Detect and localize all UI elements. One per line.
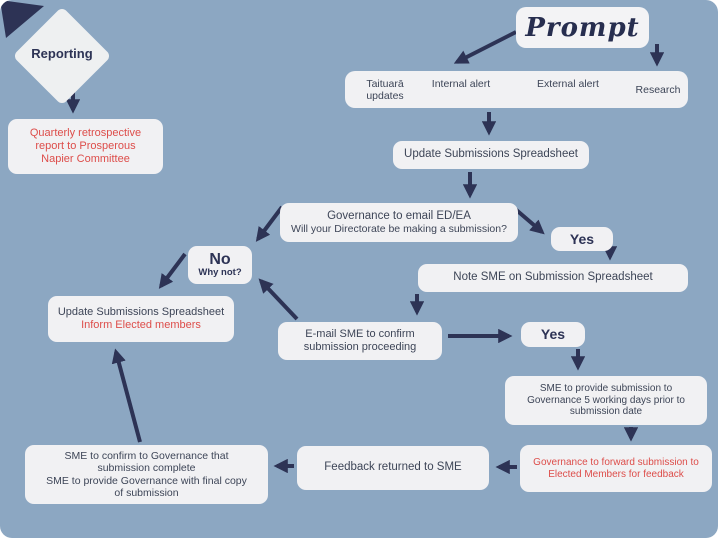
box-email-sme: E-mail SME to confirm submission proceeding: [278, 322, 442, 360]
box-note-sme: Note SME on Submission Spreadsheet: [418, 264, 688, 292]
arrow-governance-to-no: [258, 207, 282, 239]
source-internal-alert: Internal alert: [431, 78, 491, 90]
prompt-logo-badge: [516, 7, 649, 48]
reporting-diamond-label: Reporting: [31, 46, 93, 61]
arrow-prompt-to-sources: [457, 32, 516, 62]
box-sme-confirm: SME to confirm to Governance that submission complete SME to provide Governance with final copy of submission: [25, 445, 268, 504]
quarterly-line-2: report to Prosperous: [35, 140, 136, 153]
box-yes-2: Yes: [521, 322, 585, 347]
arrow-smeconfirm-to-updateinform: [116, 352, 140, 442]
source-external-alert: External alert: [537, 78, 599, 90]
box-quarterly-report: [8, 119, 163, 174]
source-taituara-updates: Taituarā updates: [366, 78, 404, 102]
arrow-no-to-updateinform: [161, 254, 185, 286]
quarterly-line-1: Quarterly retrospective: [29, 127, 142, 140]
box-feedback-returned: Feedback returned to SME: [297, 446, 489, 490]
quarterly-line-3: Napier Committee: [41, 152, 130, 165]
box-sme-provide: SME to provide submission to Governance 5 working days prior to submission date: [505, 376, 707, 425]
prompt-logo-text: Prompt: [525, 12, 640, 43]
box-governance-forward: Governance to forward submission to Elected Members for feedback: [520, 445, 712, 492]
box-yes-1: Yes: [551, 227, 613, 251]
box-update-spreadsheet: Update Submissions Spreadsheet: [393, 141, 589, 169]
arrow-emailsme-to-no: [261, 281, 297, 319]
arrow-governance-to-yes1: [514, 208, 542, 232]
box-update-inform-elected: Update Submissions Spreadsheet Inform Elected members: [48, 296, 234, 342]
source-research: Research: [635, 84, 681, 96]
box-governance-email: Governance to email ED/EA Will your Directorate be making a submission?: [280, 203, 518, 242]
box-no-why-not: No Why not?: [188, 246, 252, 284]
